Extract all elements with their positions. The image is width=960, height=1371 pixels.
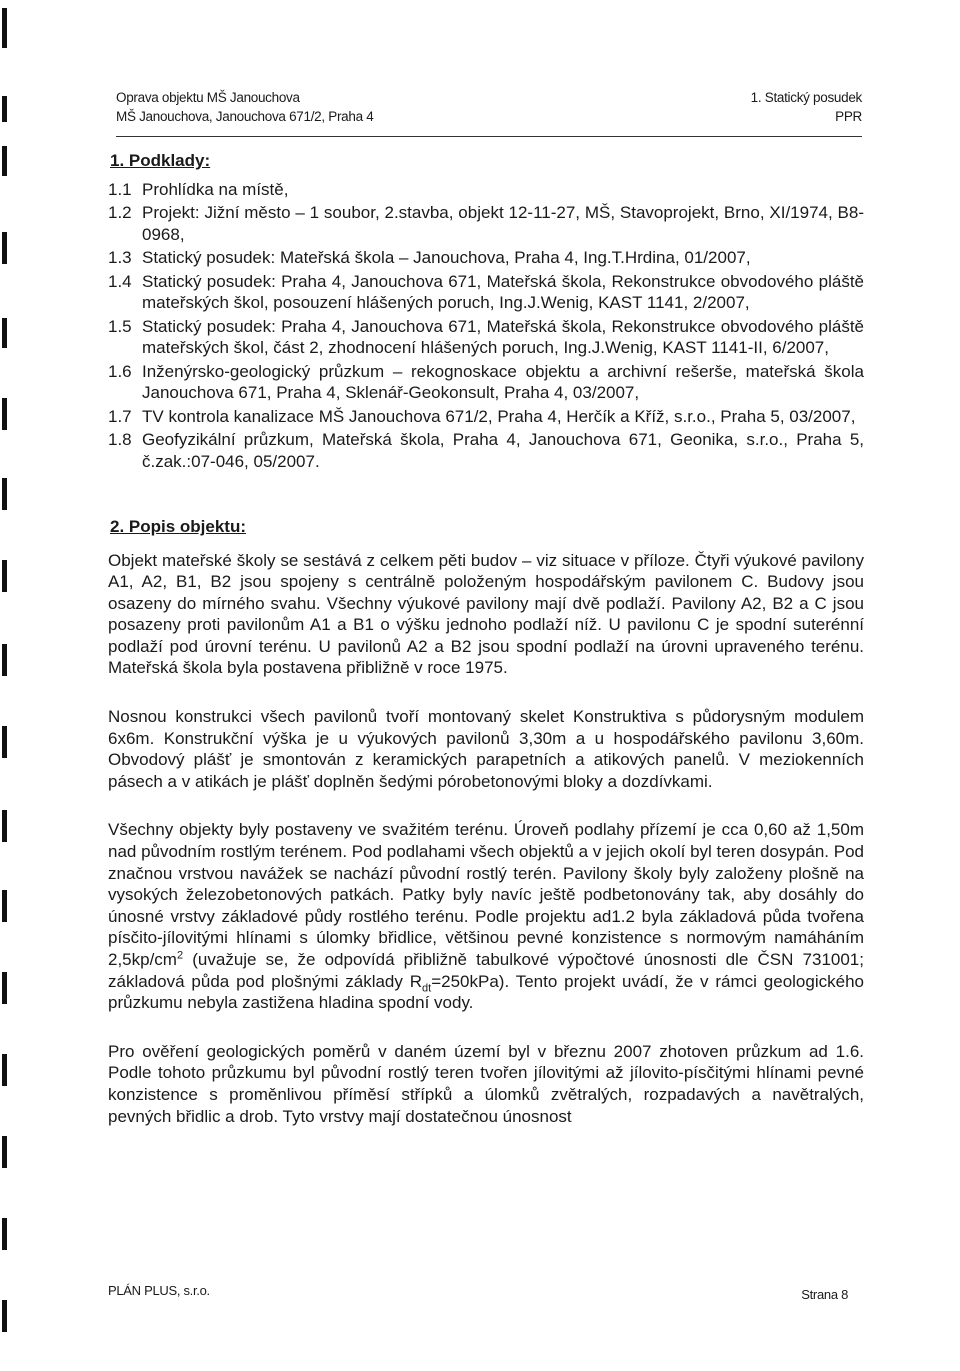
- paragraph-foundations-part2: (uvažuje se, že odpovídá přibližně tabulkové výpočtové únosnosti dle ČSN 731001; základová půda pod plošnými základy R: [108, 950, 864, 991]
- paragraph-foundations-part1: Všechny objekty byly postaveny ve svažitém terénu. Úroveň podlahy přízemí je cca 0,60 až 1,50m nad původním rostlým terénem. Pod podlahami všech objektů a v jejich okolí byl teren dosypán. Pod značnou vrstvou navážek se nachází původní rostlý terén. Pavilony školy byly založeny plošně na vysokých železobetonových patkách. Patky byly navíc ještě podbetonovány tak, aby dosáhly do únosné vrstvy základové půdy rostlého terénu. Podle projektu ad1.2 byla základová půda tvořena písčito-jílovitými hlínami s úlomky břidlice, většinou pevné konzistence s normovým namáháním 2,5kp/cm: [108, 820, 864, 969]
- scan-mark: [2, 726, 7, 758]
- project-address: MŠ Janouchova, Janouchova 671/2, Praha 4: [116, 109, 374, 124]
- subscript: dt: [422, 981, 432, 994]
- scan-mark: [2, 1136, 7, 1168]
- paragraph-buildings: Objekt mateřské školy se sestává z celkem pěti budov – viz situace v příloze. Čtyři výukové pavilony A1, A2, B1, B2 jsou spojeny s centrálně položeným hospodářským pavilonem C. Budovy jsou osazeny do mírného svahu. Všechny výukové pavilony mají dvě podlaží. Pavilony A2, B2 a C jsou posazeny proti pavilonům A1 a B1 o výšku jednoho podlaží níž. U pavilonu C je spodní suterénní podlaží pod úrovní terénu. U pavilonů A2 a B2 jsou spodní podlaží na úrovni upraveného terénu. Mateřská škola byla postavena přibližně v roce 1975.: [108, 550, 864, 678]
- reference-text: Statický posudek: Praha 4, Janouchova 671, Mateřská škola, Rekonstrukce obvodového pláště mateřských škol, posouzení hlášených poruch, Ing.J.Wenig, KAST 1141, 2/2007,: [142, 271, 864, 312]
- reference-number: 1.2: [108, 203, 132, 222]
- reference-text: TV kontrola kanalizace MŠ Janouchova 671/2, Praha 4, Herčík a Kříž, s.r.o., Praha 5, 03/2007,: [142, 406, 856, 426]
- document-code: PPR: [835, 109, 862, 124]
- section-heading-sources: 1. Podklady:: [110, 151, 211, 170]
- reference-text: Inženýrsko-geologický průzkum – rekognoskace objektu a archivní rešerše, mateřská škola Janouchova 671, Praha 4, Sklenář-Geokonsult, Praha 4, 03/2007,: [142, 361, 864, 402]
- reference-number: 1.3: [108, 248, 132, 267]
- scan-edge-marks: [0, 0, 14, 1371]
- reference-item: [108, 429, 864, 472]
- page-number: Strana 8: [801, 1287, 848, 1302]
- scan-mark: [2, 146, 7, 176]
- reference-number: 1.1: [108, 179, 132, 199]
- header-right: [751, 88, 862, 126]
- scan-mark: [2, 232, 7, 264]
- page-content: [108, 150, 864, 1154]
- header-left: [116, 88, 373, 126]
- scan-mark: [2, 8, 7, 48]
- paragraph-foundations-part3: =250kPa). Tento projekt uvádí, že v rámci geologického průzkumu nebyla zastižena hladina spodní vody.: [108, 971, 864, 1013]
- reference-list: [108, 179, 864, 473]
- reference-number: 1.7: [108, 406, 132, 426]
- section-heading-description: 2. Popis objektu:: [110, 517, 247, 536]
- scan-mark: [2, 810, 7, 842]
- reference-item: [108, 271, 864, 314]
- scan-mark: [2, 1054, 7, 1086]
- reference-text: Statický posudek: Mateřská škola – Janouchova, Praha 4, Ing.T.Hrdina, 01/2007,: [142, 248, 751, 267]
- scan-mark: [2, 560, 7, 592]
- scan-mark: [2, 1218, 7, 1250]
- reference-text: Prohlídka na místě,: [142, 179, 289, 199]
- scan-mark: [2, 890, 7, 922]
- reference-number: 1.6: [108, 361, 132, 381]
- page-header: [116, 88, 862, 137]
- reference-item: [108, 202, 864, 245]
- reference-item: [108, 247, 864, 269]
- reference-number: 1.4: [108, 271, 132, 291]
- company-name: PLÁN PLUS, s.r.o.: [108, 1283, 210, 1298]
- reference-item: [108, 361, 864, 404]
- section-sources: [108, 150, 864, 472]
- scan-mark: [2, 318, 7, 348]
- reference-item: [108, 179, 864, 201]
- reference-number: 1.8: [108, 430, 132, 449]
- reference-item: [108, 316, 864, 359]
- reference-item: [108, 406, 864, 428]
- scan-mark: [2, 1300, 7, 1332]
- reference-text: Geofyzikální průzkum, Mateřská škola, Praha 4, Janouchova 671, Geonika, s.r.o., Praha 5, č.zak.:07-046, 05/2007.: [142, 430, 864, 471]
- scan-mark: [2, 972, 7, 1004]
- scan-mark: [2, 96, 7, 122]
- superscript: 2: [176, 949, 184, 962]
- scan-mark: [2, 398, 7, 430]
- reference-text: Projekt: Jižní město – 1 soubor, 2.stavba, objekt 12-11-27, MŠ, Stavoprojekt, Brno, XI/1974, B8-0968,: [142, 203, 864, 244]
- reference-text: Statický posudek: Praha 4, Janouchova 671, Mateřská škola, Rekonstrukce obvodového pláště mateřských škol, část 2, zhodnocení hlášených poruch, Ing.J.Wenig, KAST 1141-II, 6/2007,: [142, 316, 864, 357]
- scan-mark: [2, 478, 7, 510]
- reference-number: 1.5: [108, 316, 132, 336]
- project-title: Oprava objektu MŠ Janouchova: [116, 90, 300, 105]
- scan-mark: [2, 644, 7, 676]
- paragraph-structure: Nosnou konstrukci všech pavilonů tvoří montovaný skelet Konstruktiva s půdorysným modulem 6x6m. Konstrukční výška je u výukových pavilonů 3,30m a u hospodářského pavilonu 3,60m. Obvodový plášť je smontován z keramických parapetních a atikových panelů. V meziokenních pásech a v atikách je plášť doplněn šedými pórobetonovými bloky a dozdívkami.: [108, 707, 864, 791]
- section-description: [108, 516, 864, 1127]
- paragraph-geology: Pro ověření geologických poměrů v daném území byl v březnu 2007 zhotoven průzkum ad 1.6. Podle tohoto průzkumu byl původní rostlý teren tvořen jílovitými až jílovito-písčitými hlínami pevné konzistence s proměnlivou příměsí střípků a úlomků zvětralých, rozpadavých a navětralých, pevných břidlic a drob. Tyto vrstvy mají dostatečnou únosnost: [108, 1041, 864, 1126]
- paragraph-foundations: [108, 819, 864, 1013]
- document-title: 1. Statický posudek: [750, 90, 862, 105]
